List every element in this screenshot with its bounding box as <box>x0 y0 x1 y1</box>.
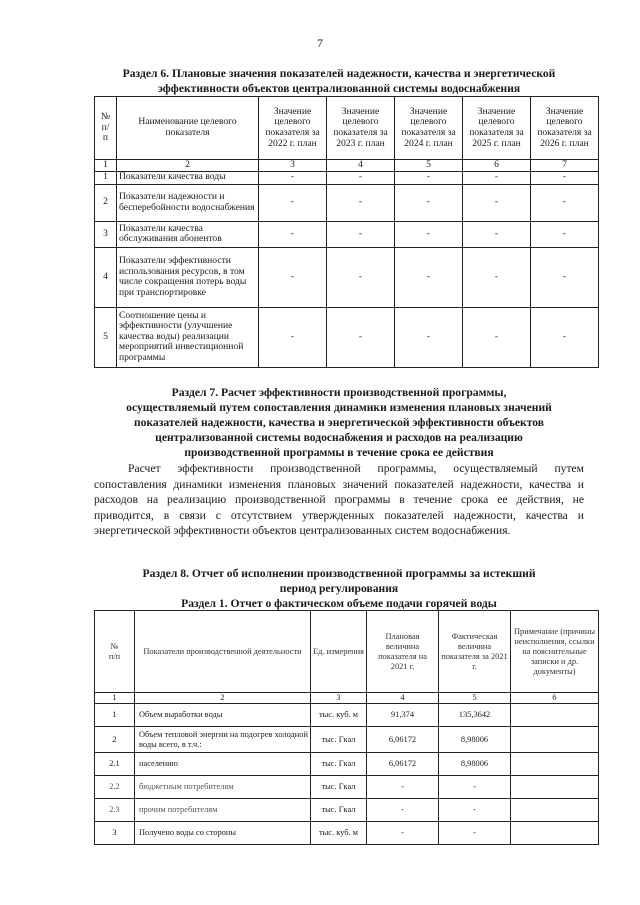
row-plan: 6,06172 <box>367 753 439 776</box>
row-name: Показатели эффективности использования ресурсов, в том числе сокращения потерь воды при транспортировке <box>117 247 259 307</box>
row-note <box>511 704 599 727</box>
row-name: Показатели качества обслуживания абонентов <box>117 221 259 247</box>
row-note <box>511 776 599 799</box>
row-value: - <box>259 171 327 184</box>
row-value: - <box>463 307 531 367</box>
row-plan: 6,06172 <box>367 727 439 753</box>
section6-title-line1: Раздел 6. Плановые значения показателей надежности, качества и энергетической <box>122 67 556 80</box>
row-name: прочим потребителям <box>135 799 311 822</box>
col-header-2025: Значение целевого показателя за 2025 г. план <box>463 97 531 160</box>
row-name: Соотношение цены и эффективности (улучшение качества воды) реализации мероприятий инвестиционной программы <box>117 307 259 367</box>
row-num: 5 <box>95 307 117 367</box>
header-num-part2: п/ <box>101 121 110 133</box>
index-cell: 1 <box>95 693 135 704</box>
row-value: - <box>531 247 599 307</box>
table-row <box>95 171 599 184</box>
col-header-2023: Значение целевого показателя за 2023 г. план <box>327 97 395 160</box>
row-value: - <box>327 171 395 184</box>
table-row <box>95 221 599 247</box>
row-value: - <box>327 307 395 367</box>
col-header-name: Наименование целевого показателя <box>117 97 259 160</box>
row-unit: тыс. Гкал <box>311 727 367 753</box>
section6-title <box>74 66 604 96</box>
row-name: Объем тепловой энергии на подогрев холодной воды всего, в т.ч.: <box>135 727 311 753</box>
row-unit: тыс. куб. м <box>311 822 367 845</box>
index-cell: 3 <box>311 693 367 704</box>
index-cell: 4 <box>367 693 439 704</box>
col-header-note: Примечание (причины неисполнения, ссылки на пояснительные записки и др. документы) <box>511 611 599 693</box>
col-header-plan: Плановая величина показателя на 2021 г. <box>367 611 439 693</box>
row-note <box>511 727 599 753</box>
row-value: - <box>259 307 327 367</box>
index-cell: 6 <box>511 693 599 704</box>
row-name: Показатели надежности и бесперебойности водоснабжения <box>117 184 259 221</box>
col-header-2026: Значение целевого показателя за 2026 г. план <box>531 97 599 160</box>
header-num-part1: № <box>110 641 119 651</box>
section7-title-line2: осуществляемый путем сопоставления динамики изменения плановых значений <box>126 401 552 414</box>
table-header-row <box>95 97 599 160</box>
section8-title-line2: период регулирования <box>279 582 399 595</box>
row-value: - <box>395 247 463 307</box>
table-row <box>95 704 599 727</box>
index-cell: 2 <box>135 693 311 704</box>
row-num: 2.1 <box>95 753 135 776</box>
row-plan: - <box>367 822 439 845</box>
section8-title <box>74 566 604 611</box>
header-num-part3: п <box>102 132 109 144</box>
header-num-part1: № <box>100 111 111 123</box>
row-unit: тыс. куб. м <box>311 704 367 727</box>
row-unit: тыс. Гкал <box>311 753 367 776</box>
section6-table <box>94 96 599 368</box>
row-value: - <box>531 307 599 367</box>
row-num: 2.3 <box>95 799 135 822</box>
table-header-row <box>95 611 599 693</box>
row-plan: - <box>367 799 439 822</box>
row-value: - <box>327 247 395 307</box>
index-cell: 3 <box>259 160 327 172</box>
row-value: - <box>259 184 327 221</box>
row-value: - <box>531 221 599 247</box>
row-fact: 8,98006 <box>439 753 511 776</box>
index-cell: 2 <box>117 160 259 172</box>
index-cell: 7 <box>531 160 599 172</box>
row-num: 2 <box>95 184 117 221</box>
row-note <box>511 799 599 822</box>
index-cell: 6 <box>463 160 531 172</box>
section7-title-line5: производственной программы в течение срока ее действия <box>184 446 494 459</box>
col-header-num <box>95 97 117 160</box>
index-cell: 5 <box>395 160 463 172</box>
row-num: 2 <box>95 727 135 753</box>
row-value: - <box>259 247 327 307</box>
col-header-name: Показатели производственной деятельности <box>135 611 311 693</box>
row-value: - <box>327 184 395 221</box>
row-name: Получено воды со стороны <box>135 822 311 845</box>
row-num: 3 <box>95 822 135 845</box>
table-row <box>95 799 599 822</box>
section7-title-line1: Раздел 7. Расчет эффективности производственной программы, <box>171 386 507 399</box>
row-value: - <box>463 247 531 307</box>
col-header-fact: Фактическая величина показателя за 2021 г. <box>439 611 511 693</box>
row-value: - <box>395 184 463 221</box>
row-value: - <box>395 307 463 367</box>
section8-table <box>94 610 599 845</box>
row-fact: - <box>439 776 511 799</box>
row-value: - <box>395 221 463 247</box>
row-num: 2.2 <box>95 776 135 799</box>
row-fact: - <box>439 822 511 845</box>
index-cell: 5 <box>439 693 511 704</box>
header-num-part2: п/п <box>108 651 121 661</box>
col-header-unit: Ед. измерения <box>311 611 367 693</box>
table-row <box>95 184 599 221</box>
row-plan: - <box>367 776 439 799</box>
section8-subtitle: Раздел 1. Отчет о фактическом объеме подачи горячей воды <box>181 597 497 610</box>
row-value: - <box>395 171 463 184</box>
col-header-2024: Значение целевого показателя за 2024 г. план <box>395 97 463 160</box>
row-value: - <box>463 184 531 221</box>
table-row <box>95 247 599 307</box>
row-note <box>511 822 599 845</box>
row-unit: тыс. Гкал <box>311 799 367 822</box>
index-cell: 1 <box>95 160 117 172</box>
section6-title-line2: эффективности объектов централизованной системы водоснабжения <box>157 82 521 95</box>
row-value: - <box>531 171 599 184</box>
row-plan: 91,374 <box>367 704 439 727</box>
row-fact: 8,98006 <box>439 727 511 753</box>
row-value: - <box>259 221 327 247</box>
section7-paragraph <box>94 461 584 539</box>
row-note <box>511 753 599 776</box>
section7-title-line4: централизованной системы водоснабжения и расходов на реализацию <box>155 431 523 444</box>
table-row <box>95 776 599 799</box>
section7-paragraph-text: Расчет эффективности производственной программы, осуществляемый путем сопоставления динамики изменения плановых значений показателей надежности, качества и расходов на реализацию производственной программы в течение срока ее действия, не приводится, в связи с отсутствием утвержденных показателей надежности, качества и энергетической эффективности объектов централизованных систем водоснабжения. <box>94 462 584 538</box>
table-index-row <box>95 160 599 172</box>
row-fact: 135,3642 <box>439 704 511 727</box>
row-name: населению <box>135 753 311 776</box>
row-value: - <box>463 171 531 184</box>
row-num: 1 <box>95 171 117 184</box>
row-name: бюджетным потребителям <box>135 776 311 799</box>
table-row <box>95 307 599 367</box>
row-num: 4 <box>95 247 117 307</box>
row-value: - <box>327 221 395 247</box>
table-index-row <box>95 693 599 704</box>
col-header-num <box>95 611 135 693</box>
section7-title-line3: показателей надежности, качества и энергетической эффективности объектов <box>133 416 545 429</box>
section7-title <box>74 385 604 460</box>
row-num: 3 <box>95 221 117 247</box>
row-fact: - <box>439 799 511 822</box>
table-row <box>95 727 599 753</box>
table-row <box>95 822 599 845</box>
row-value: - <box>531 184 599 221</box>
page-number: 7 <box>317 36 323 50</box>
row-name: Объем выработки воды <box>135 704 311 727</box>
index-cell: 4 <box>327 160 395 172</box>
row-unit: тыс. Гкал <box>311 776 367 799</box>
table-row <box>95 753 599 776</box>
col-header-2022: Значение целевого показателя за 2022 г. план <box>259 97 327 160</box>
row-num: 1 <box>95 704 135 727</box>
row-value: - <box>463 221 531 247</box>
section8-title-line1: Раздел 8. Отчет об исполнении производственной программы за истекший <box>142 567 536 580</box>
row-name: Показатели качества воды <box>117 171 259 184</box>
